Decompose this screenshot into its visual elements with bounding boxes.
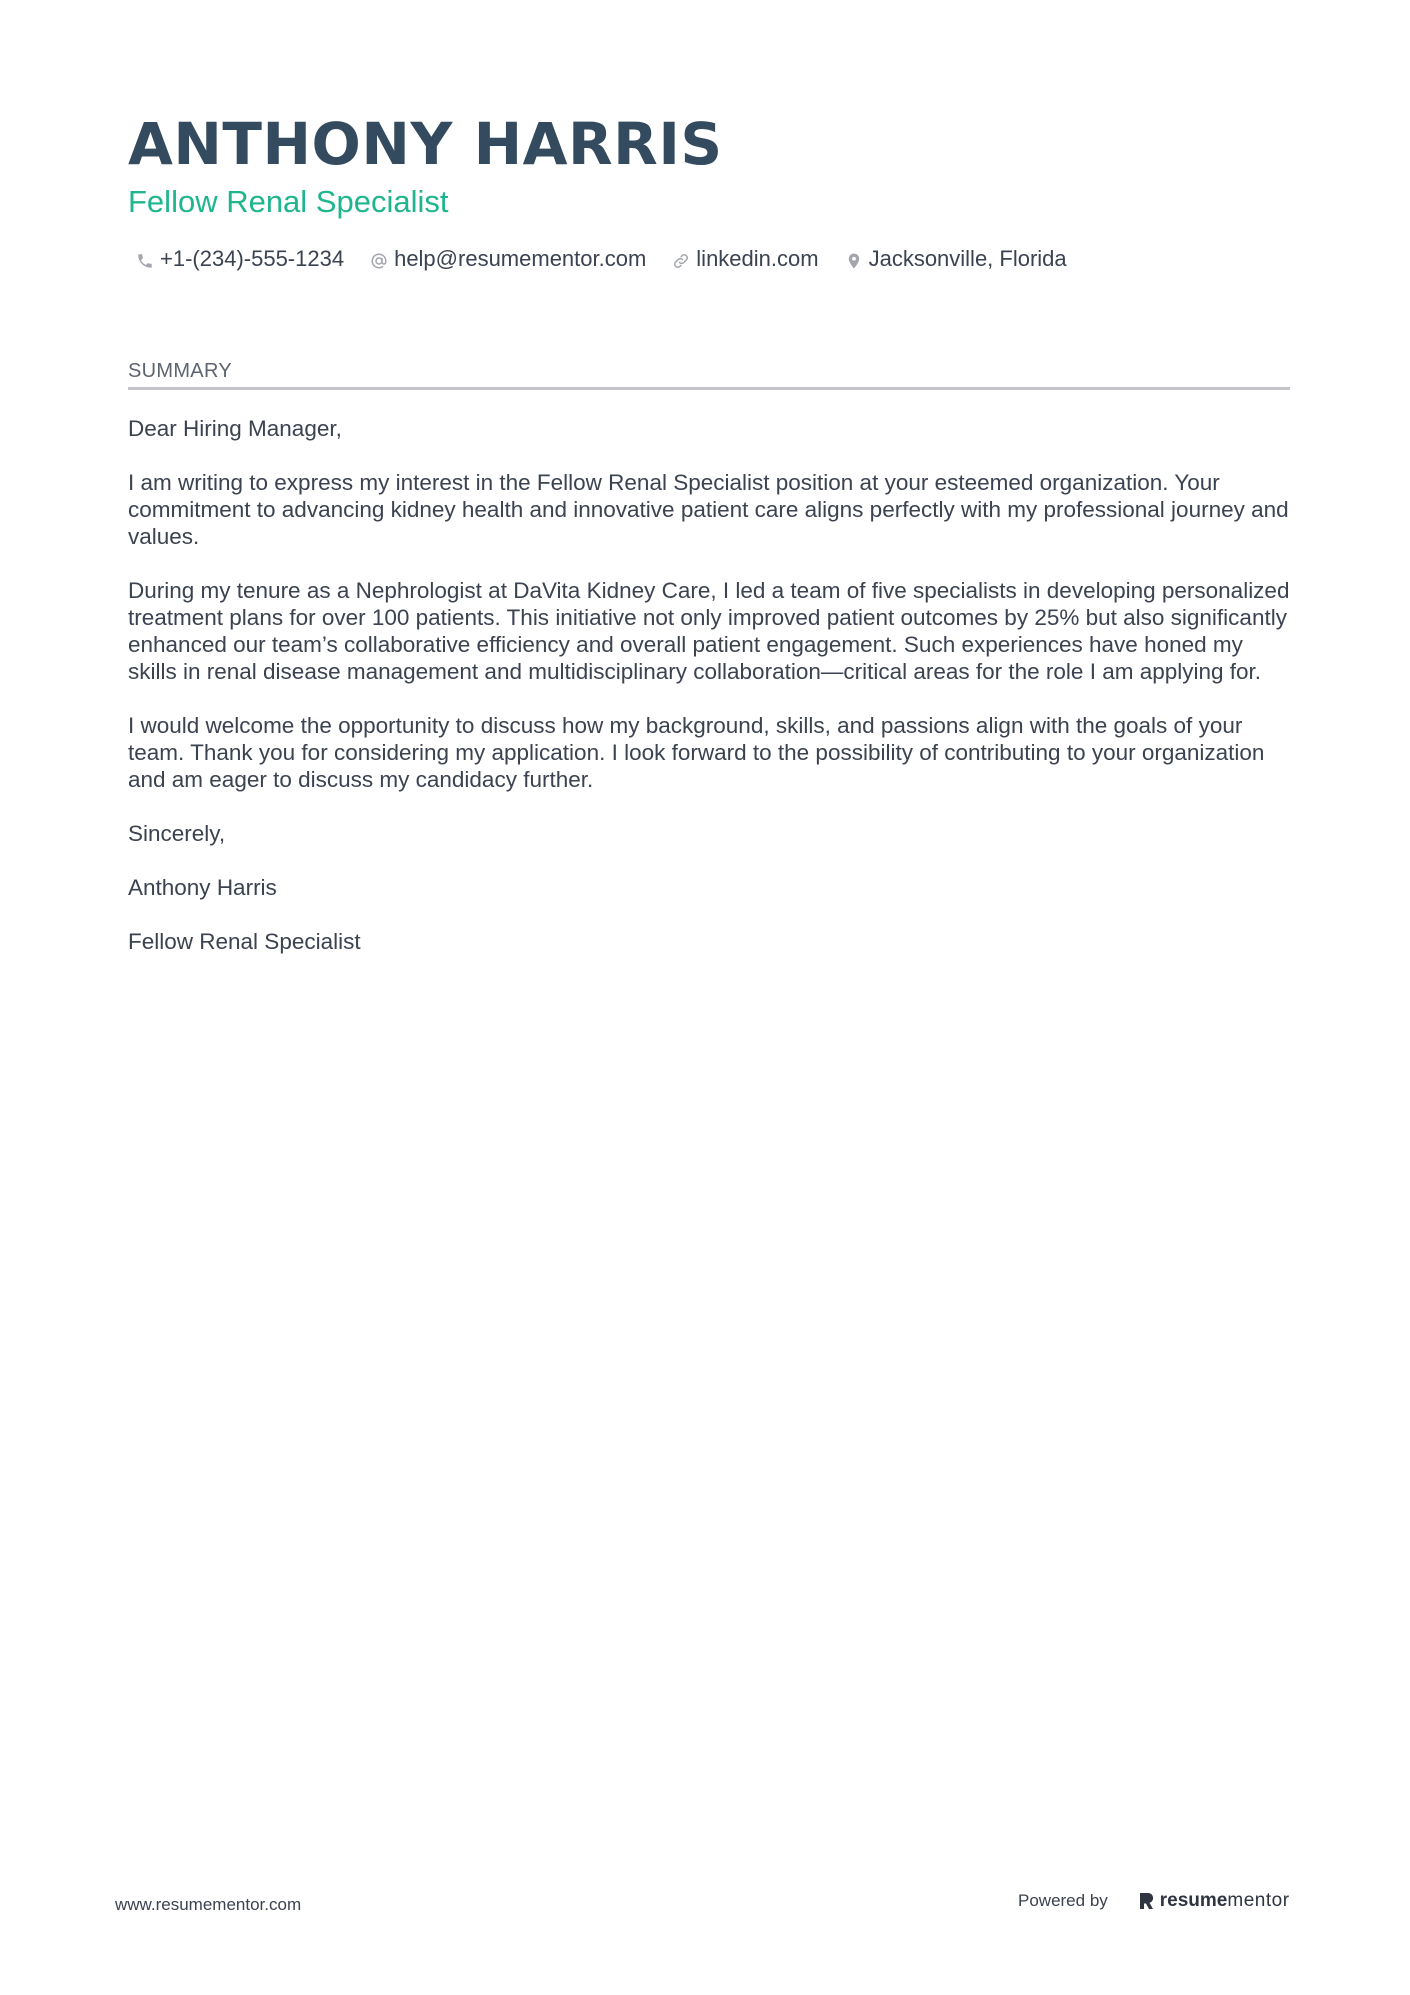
contact-linkedin[interactable]: [672, 246, 818, 272]
candidate-role: Fellow Renal Specialist: [128, 184, 449, 219]
contact-location: [845, 246, 1067, 272]
cover-letter-body: [128, 415, 1290, 982]
powered-by-label: Powered by: [1018, 1891, 1108, 1910]
contact-email[interactable]: [370, 246, 646, 272]
letter-paragraph: During my tenure as a Nephrologist at DaVita Kidney Care, I led a team of five specialists in developing personalized treatment plans for over 100 patients. This initiative not only improved patient outcomes by 25% but also significantly enhanced our team’s collaborative efficiency and overall patient engagement. Such experiences have honed my skills in renal disease management and multidisciplinary collaboration—critical areas for the role I am applying for.: [128, 578, 1290, 684]
section-title-summary: SUMMARY: [128, 360, 232, 382]
brand-logo[interactable]: [1138, 1890, 1290, 1912]
letter-paragraph: I am writing to express my interest in the Fellow Renal Specialist position at your esteemed organization. Your commitment to advancing kidney health and innovative patient care aligns perfectly with my professional journey and values.: [128, 470, 1289, 549]
letter-greeting: Dear Hiring Manager,: [128, 416, 342, 441]
email-text: help@resumementor.com: [394, 246, 647, 271]
link-icon: [672, 250, 690, 268]
contact-bar: [136, 246, 1093, 272]
phone-text: +1-(234)-555-1234: [160, 246, 345, 271]
letter-closing: Sincerely,: [128, 821, 226, 846]
at-icon: [370, 250, 388, 268]
contact-phone[interactable]: [136, 246, 344, 272]
resumementor-logo-icon: [1138, 1891, 1156, 1911]
letter-signature-name: Anthony Harris: [128, 875, 277, 900]
letter-paragraph: I would welcome the opportunity to discuss how my background, skills, and passions align with the goals of your team. Thank you for considering my application. I look forward to the possibility of contributing to your organization and am eager to discuss my candidacy further.: [128, 713, 1265, 792]
brand-text-light: mentor: [1227, 1890, 1290, 1911]
linkedin-text: linkedin.com: [696, 246, 819, 271]
letter-signature-title: Fellow Renal Specialist: [128, 929, 361, 954]
location-text: Jacksonville, Florida: [868, 246, 1067, 271]
section-divider: [128, 387, 1290, 390]
brand-text-bold: resume: [1159, 1890, 1228, 1911]
candidate-name: ANTHONY HARRIS: [128, 110, 723, 178]
footer-website-link[interactable]: www.resumementor.com: [115, 1895, 302, 1914]
phone-icon: [136, 250, 154, 268]
map-pin-icon: [845, 250, 863, 268]
footer-powered-by: [1018, 1890, 1290, 1912]
